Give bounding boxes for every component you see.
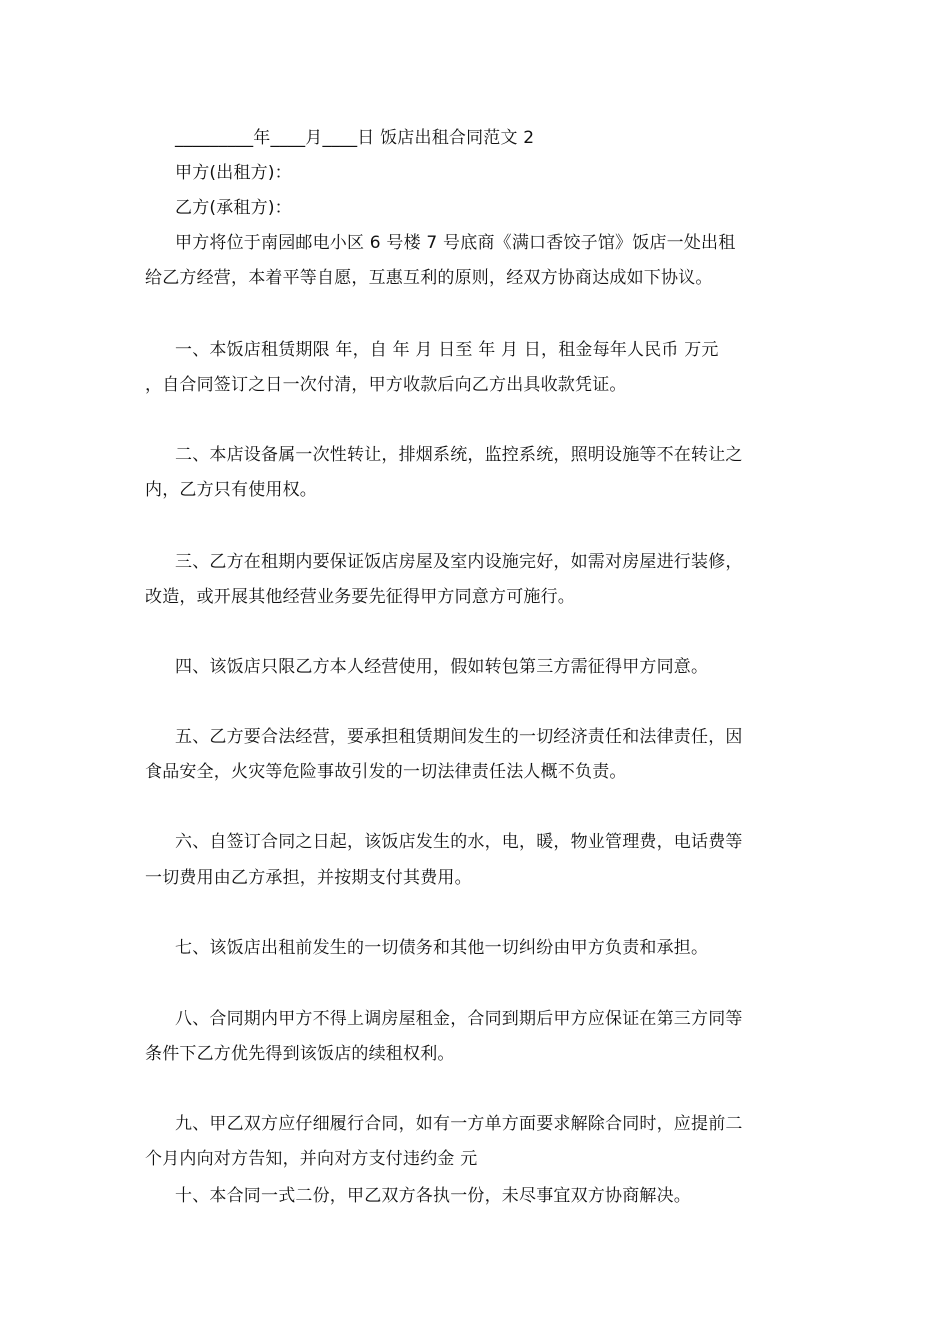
clause-8-line-1: 八、合同期内甲方不得上调房屋租金，合同到期后甲方应保证在第三方同等 [175, 1009, 743, 1029]
clause-5-line-1: 五、乙方要合法经营，要承担租赁期间发生的一切经济责任和法律责任，因 [175, 727, 743, 747]
clause-6-line-1: 六、自签订合同之日起，该饭店发生的水，电，暖，物业管理费，电话费等 [175, 832, 743, 852]
clause-1-line-2: ，自合同签订之日一次付清，甲方收款后向乙方出具收款凭证。 [145, 375, 627, 395]
clause-3-line-1: 三、乙方在租期内要保证饭店房屋及室内设施完好，如需对房屋进行装修， [175, 552, 743, 572]
party-a-line: 甲方(出租方)： [175, 163, 292, 183]
document-title-line: _________年____月____日 饭店出租合同范文 2 [175, 128, 535, 148]
clause-3-line-2: 改造，或开展其他经营业务要先征得甲方同意方可施行。 [145, 587, 575, 607]
clause-10-line-1: 十、本合同一式二份，甲乙双方各执一份，未尽事宜双方协商解决。 [175, 1186, 691, 1206]
clause-2-line-2: 内，乙方只有使用权。 [145, 480, 317, 500]
intro-line-1: 甲方将位于南园邮电小区 6 号楼 7 号底商《满口香饺子馆》饭店一处出租 [175, 233, 736, 253]
clause-6-line-2: 一切费用由乙方承担，并按期支付其费用。 [145, 868, 472, 888]
clause-9-line-1: 九、甲乙双方应仔细履行合同，如有一方单方面要求解除合同时，应提前二 [175, 1114, 743, 1134]
clause-5-line-2: 食品安全，火灾等危险事故引发的一切法律责任法人概不负责。 [145, 762, 627, 782]
intro-line-2: 给乙方经营，本着平等自愿，互惠互利的原则，经双方协商达成如下协议。 [145, 268, 713, 288]
party-b-line: 乙方(承租方)： [175, 198, 292, 218]
clause-4-line-1: 四、该饭店只限乙方本人经营使用，假如转包第三方需征得甲方同意。 [175, 657, 709, 677]
clause-7-line-1: 七、该饭店出租前发生的一切债务和其他一切纠纷由甲方负责和承担。 [175, 938, 709, 958]
clause-2-line-1: 二、本店设备属一次性转让，排烟系统，监控系统，照明设施等不在转让之 [175, 445, 743, 465]
clause-8-line-2: 条件下乙方优先得到该饭店的续租权利。 [145, 1044, 455, 1064]
clause-1-line-1: 一、本饭店租赁期限 年，自 年 月 日至 年 月 日，租金每年人民币 万元 [175, 340, 719, 360]
clause-9-line-2: 个月内向对方告知，并向对方支付违约金 元 [145, 1149, 478, 1169]
